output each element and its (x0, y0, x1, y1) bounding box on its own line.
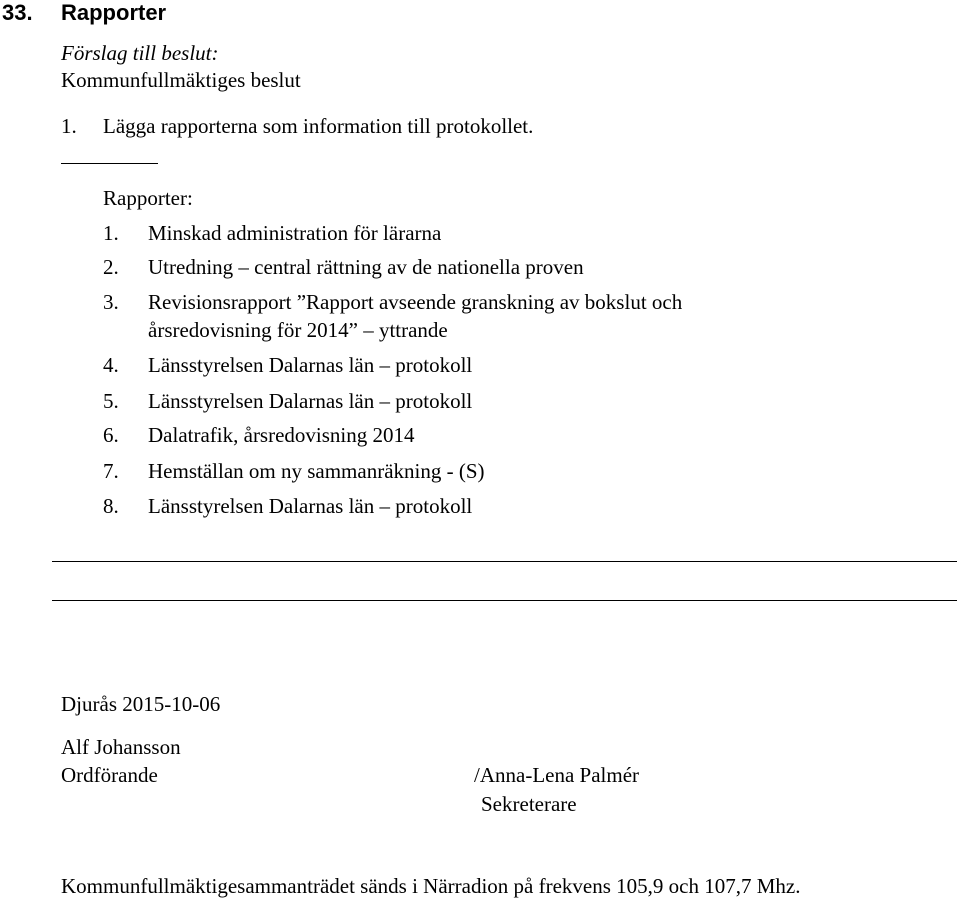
short-divider (61, 163, 158, 164)
decision-item-text: Lägga rapporterna som information till protokollet. (103, 114, 534, 138)
decision-body: Kommunfullmäktiges beslut (61, 68, 301, 92)
chair-role: Ordförande (61, 763, 158, 787)
list-item-text: Hemställan om ny sammanräkning - (S) (148, 459, 485, 483)
list-item-text: Utredning – central rättning av de nationella proven (148, 255, 584, 279)
broadcast-note: Kommunfullmäktigesammanträdet sänds i Närradion på frekvens 105,9 och 107,7 Mhz. (61, 874, 801, 898)
secretary-name: /Anna-Lena Palmér (474, 763, 640, 787)
divider-line (52, 561, 957, 562)
list-item-number: 7. (103, 459, 119, 483)
list-item-text: Revisionsrapport ”Rapport avseende granskning av bokslut och (148, 290, 683, 314)
list-item-number: 8. (103, 494, 119, 518)
list-item-text: Dalatrafik, årsredovisning 2014 (148, 423, 415, 447)
list-item-number: 3. (103, 290, 119, 314)
decision-item-number: 1. (61, 114, 77, 138)
chair-name: Alf Johansson (61, 735, 181, 759)
divider-line (52, 600, 957, 601)
proposal-label: Förslag till beslut: (61, 41, 219, 65)
list-item-text: Länsstyrelsen Dalarnas län – protokoll (148, 494, 473, 518)
list-item-text: Minskad administration för lärarna (148, 221, 442, 245)
section-number: 33. (2, 0, 33, 25)
section-title: Rapporter (61, 0, 167, 25)
reports-label: Rapporter: (103, 186, 193, 210)
list-item-text-continuation: årsredovisning för 2014” – yttrande (148, 318, 448, 342)
secretary-role: Sekreterare (481, 792, 577, 816)
list-item-number: 5. (103, 389, 119, 413)
list-item-number: 6. (103, 423, 119, 447)
list-item-text: Länsstyrelsen Dalarnas län – protokoll (148, 353, 473, 377)
list-item-number: 4. (103, 353, 119, 377)
list-item-text: Länsstyrelsen Dalarnas län – protokoll (148, 389, 473, 413)
place-date: Djurås 2015-10-06 (61, 692, 221, 716)
list-item-number: 1. (103, 221, 119, 245)
list-item-number: 2. (103, 255, 119, 279)
